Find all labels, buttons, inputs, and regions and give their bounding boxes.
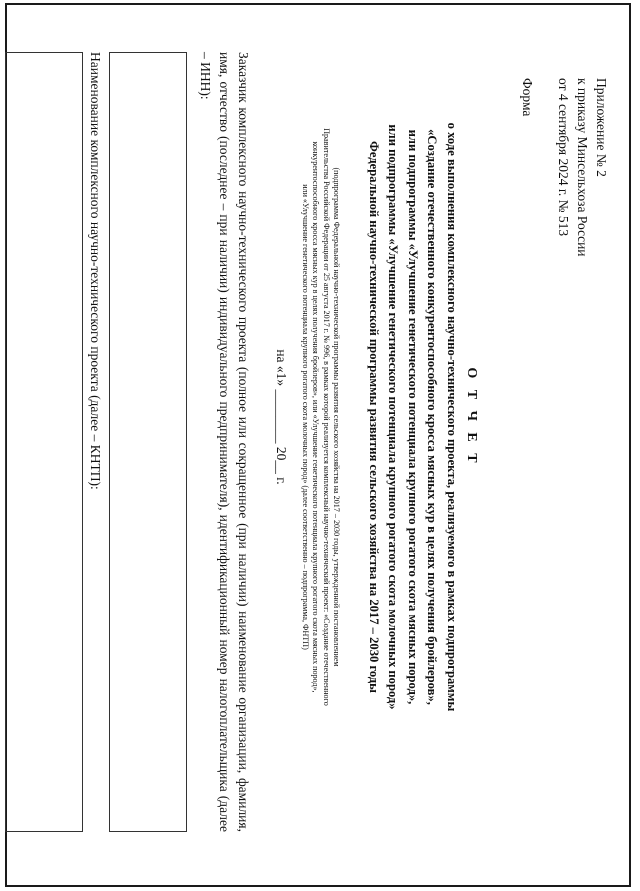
annex-block <box>554 78 611 257</box>
customer-input-box[interactable] <box>109 52 187 832</box>
subtitle-line: или подпрограммы «Улучшение генетического потенциала крупного рогатого скота молочных пород» <box>386 124 401 710</box>
note-line: конкурентоспособного кросса мясных кур в целях получения бройлеров», или «Улучшение генетического потенциала крупного рогатого скота мясных пород», <box>311 141 321 693</box>
note-line: Правительства Российской Федерации от 25 августа 2017 г. № 996, в рамках которой реализуется комплексный научно-технический проект: «Создание отечественного <box>321 128 331 706</box>
report-subtitle <box>364 52 462 782</box>
note-line: или «Улучшение генетического потенциала крупного рогатого скота молочных пород» (далее соответственно – подпрограмма, ФНТП) <box>300 184 310 650</box>
note-line: (подпрограмма Федеральной научно-технической программы развития сельского хозяйства на 2017 – 2030 годы, утвержденной постановлением <box>332 167 341 667</box>
report-title: О Т Ч Е Т <box>464 367 479 467</box>
subtitle-line: или подпрограммы «Улучшение генетического потенциала крупного рогатого скота мясных пород», <box>406 129 420 705</box>
document-page <box>45 52 625 832</box>
annex-line-3: от 4 сентября 2024 г. № 513 <box>556 78 571 237</box>
subtitle-line: «Создание отечественного конкурентоспособного кросса мясных кур в целях получения бройлеров», <box>425 129 440 705</box>
form-label: Форма <box>520 78 535 117</box>
explanatory-note <box>299 52 341 782</box>
knpt-name-label: Наименование комплексного научно-технического проекта (далее – КНТП): <box>88 52 103 490</box>
subtitle-line: Федеральной научно-технической программы развития сельского хозяйства на 2017 – 2030 годы <box>367 141 381 693</box>
annex-line-1: Приложение № 2 <box>594 78 609 177</box>
annex-line-2: к приказу Минсельхоза России <box>575 78 590 257</box>
report-date-line: на «1» ________ 20__ г. <box>274 349 289 485</box>
knpt-input-box[interactable] <box>5 52 83 832</box>
customer-label: Заказчик комплексного научно-технического проекта (полное или сокращенное (при наличии) наименование организации, фамилия, имя, отчество (последнее – при наличии) индивидуального предпринимателя), идентификационный номер налогоплательщика (далее – ИНН): <box>198 52 251 832</box>
subtitle-line: о ходе выполнения комплексного научно-технического проекта, реализуемого в рамках подпрограммы <box>445 122 459 712</box>
